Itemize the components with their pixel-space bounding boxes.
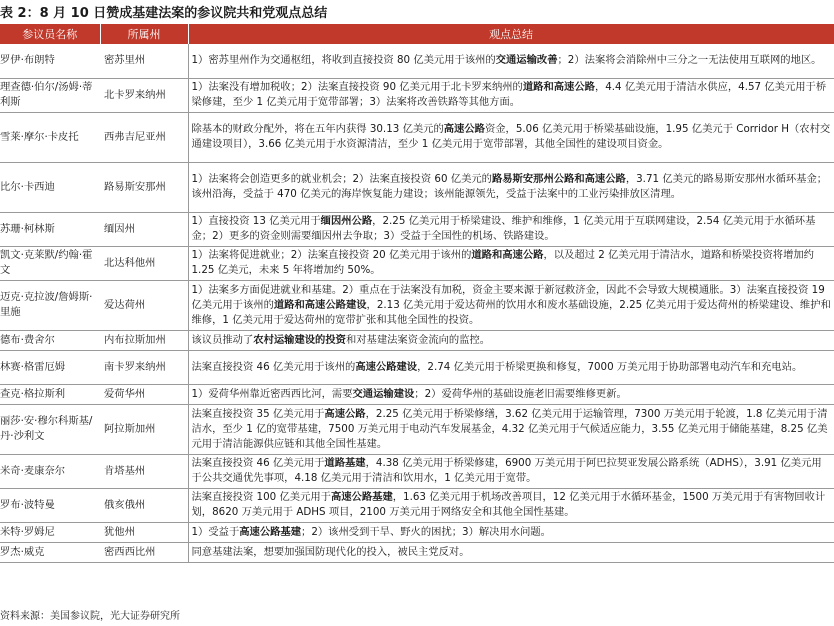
state-name: 肯塔基州	[100, 454, 188, 488]
summary-text: ，2.13 亿美元用于爱达荷州的饮用水和废水基础设施，2.25 亿美元用于爱达荷州的桥梁建设、维护和维修，1 亿美元用于爱达荷州的宽带扩张和其他全国性的投资。	[191, 298, 831, 326]
view-summary	[188, 330, 834, 350]
state-name: 内布拉斯加州	[100, 330, 188, 350]
summary-text: ，1.63 亿美元用于机场改善项目，12 亿美元用于水循环基金，1500 万美元用于有害物回收计划，8620 万美元用于 ADHS 项目，2100 万美元用于网络安全和其他全国性基建。	[191, 491, 826, 518]
highlighted-text: 道路和高速公路建设	[273, 298, 367, 311]
state-name: 北达科他州	[100, 246, 188, 280]
state-name: 北卡罗来纳州	[100, 78, 188, 112]
highlighted-text: 路易斯安那州公路和高速公路	[491, 173, 626, 185]
view-summary	[188, 112, 834, 162]
highlighted-text: 高速公路基建	[330, 491, 393, 503]
summary-text: ，4.4 亿美元用于清洁水供应，4.57 亿美元用于桥梁修建，至少 1 亿美元用于宽带部署；3）法案将改善铁路等其他方面。	[191, 81, 827, 108]
summary-text: ，2.25 亿美元用于桥梁修缮，3.62 亿美元用于运输管理，7300 万美元用于轮渡，1.8 亿美元用于清洁水，至少 1 亿的宽带基建，7500 万美元用于电动汽车发展基金，4.32 亿美元用于气候适应能力，3.55 亿美元用于储能基建，8.25 亿美元用于清洁能源供应链和其他全国性基建。	[191, 407, 828, 450]
table-row	[0, 280, 834, 330]
table-row	[0, 454, 834, 488]
summary-text: ，3.71 亿美元的路易斯安那州水循环基金；该州沿海，受益于 470 亿美元的海岸恢复能力建设；该州能源领先，受益于法案中的工业污染排放区清理。	[191, 173, 828, 200]
state-name: 缅因州	[100, 212, 188, 246]
view-summary	[188, 488, 834, 522]
state-name: 犹他州	[100, 522, 188, 542]
summary-text: ；2）爱荷华州的基础设施老旧需要维修更新。	[414, 387, 627, 400]
view-summary	[188, 542, 834, 562]
table-row	[0, 488, 834, 522]
header-view: 观点总结	[188, 24, 834, 44]
senator-name: 苏珊·柯林斯	[0, 212, 100, 246]
state-name: 路易斯安那州	[100, 162, 188, 212]
view-summary	[188, 78, 834, 112]
senator-name: 理查德·伯尔/汤姆·蒂利斯	[0, 78, 100, 112]
table-row	[0, 384, 834, 404]
senator-views-table	[0, 24, 834, 563]
summary-text: 该议员推动了	[191, 333, 254, 346]
table-row	[0, 78, 834, 112]
view-summary	[188, 350, 834, 384]
summary-text: 1）法案多方面促进就业和基建。2）重点在于法案没有加税，资金主要来源于新冠救济金，因此不会导致大规模通胀。3）法案直接投资 19 亿美元用于该州的	[191, 283, 825, 311]
summary-text: 1）法案没有增加税收；2）法案直接投资 90 亿美元用于北卡罗来纳州的	[191, 81, 523, 93]
summary-text: 和对基建法案资金流向的监控。	[345, 333, 491, 346]
summary-text: 1）爱荷华州靠近密西西比河，需要	[191, 387, 353, 400]
view-summary	[188, 44, 834, 78]
senator-name: 比尔·卡西迪	[0, 162, 100, 212]
view-summary	[188, 454, 834, 488]
table-row	[0, 246, 834, 280]
summary-text: 法案直接投资 35 亿美元用于	[191, 407, 325, 420]
highlighted-text: 道路和高速公路	[471, 249, 544, 261]
senator-name: 米奇·麦康奈尔	[0, 454, 100, 488]
highlighted-text: 交通运输改善	[495, 54, 558, 67]
highlighted-text: 交通运输建设	[352, 387, 415, 400]
header-senator: 参议员名称	[0, 24, 100, 44]
senator-name: 罗布·波特曼	[0, 488, 100, 522]
view-summary	[188, 280, 834, 330]
table-row	[0, 44, 834, 78]
senator-name: 查克·格拉斯利	[0, 384, 100, 404]
summary-text: 法案直接投资 46 亿美元用于	[191, 457, 325, 469]
view-summary	[188, 522, 834, 542]
senator-name: 凯文·克莱默/约翰·霍文	[0, 246, 100, 280]
table-row	[0, 404, 834, 454]
summary-text: 1）法案将会创造更多的就业机会；2）法案直接投资 60 亿美元的	[191, 173, 492, 185]
state-name: 俄亥俄州	[100, 488, 188, 522]
state-name: 密苏里州	[100, 44, 188, 78]
table-row	[0, 330, 834, 350]
state-name: 西弗吉尼亚州	[100, 112, 188, 162]
summary-text: 同意基建法案，想要加强国防现代化的投入，被民主党反对。	[191, 545, 470, 558]
table-row	[0, 112, 834, 162]
table-row	[0, 212, 834, 246]
view-summary	[188, 212, 834, 246]
state-name: 南卡罗来纳州	[100, 350, 188, 384]
summary-text: ；2）法案将会消除州中三分之一无法使用互联网的地区。	[557, 54, 822, 67]
senator-name: 罗伊·布朗特	[0, 44, 100, 78]
senator-name: 德布·费舍尔	[0, 330, 100, 350]
table-title: 表 2：8 月 10 日赞成基建法案的参议院共和党观点总结	[0, 6, 328, 21]
highlighted-text: 高速公路	[324, 407, 366, 420]
table-header-row	[0, 24, 834, 44]
header-state: 所属州	[100, 24, 188, 44]
summary-text: ；2）该州受到干旱、野火的困扰；3）解决用水问题。	[301, 525, 551, 538]
view-summary	[188, 246, 834, 280]
senator-name: 林赛·格雷厄姆	[0, 350, 100, 384]
view-summary	[188, 404, 834, 454]
senator-name: 雪莱·摩尔·卡皮托	[0, 112, 100, 162]
summary-text: ，以及超过 2 亿美元用于清洁水，道路和桥梁投资将增加约 1.25 亿美元，未来 5 年将增加约 50%。	[191, 249, 814, 276]
summary-text: ，2.25 亿美元用于桥梁建设、维护和维修，1 亿美元用于互联网建设，2.54 亿美元用于水循环基金；2）更多的资金则需要缅因州去争取；3）受益于全国性的机场、铁路建设。	[191, 215, 816, 242]
state-name: 密西西比州	[100, 542, 188, 562]
summary-text: 除基本的财政分配外，将在五年内获得 30.13 亿美元的	[191, 123, 444, 135]
summary-text: ，4.38 亿美元用于桥梁修建，6900 万美元用于阿巴拉契亚发展公路系统（ADHS），3.91 亿美元用于公共交通优先事项，4.18 亿美元用于清洁和饮用水，1 亿美元用于宽带。	[191, 457, 822, 484]
summary-text: ，2.74 亿美元用于桥梁更换和修复，7000 万美元用于协助部署电动汽车和充电站。	[417, 360, 803, 373]
source-note: 资料来源：美国参议院，光大证券研究所	[0, 611, 180, 622]
highlighted-text: 高速公路建设	[355, 360, 418, 373]
summary-text: 1）受益于	[191, 525, 240, 538]
senator-name: 丽莎·安·穆尔科斯基/丹·沙利文	[0, 404, 100, 454]
table-row	[0, 542, 834, 562]
summary-text: 法案直接投资 100 亿美元用于	[191, 491, 331, 503]
senator-name: 迈克·克拉波/詹姆斯·里施	[0, 280, 100, 330]
senator-name: 罗杰·威克	[0, 542, 100, 562]
highlighted-text: 高速公路基建	[239, 525, 302, 538]
state-name: 爱达荷州	[100, 280, 188, 330]
view-summary	[188, 162, 834, 212]
table-row	[0, 350, 834, 384]
summary-text: 1）密苏里州作为交通枢纽，将收到直接投资 80 亿美元用于该州的	[191, 54, 496, 67]
highlighted-text: 农村运输建设的投资	[253, 333, 346, 346]
highlighted-text: 道路基建	[324, 457, 366, 469]
table-row	[0, 522, 834, 542]
state-name: 阿拉斯加州	[100, 404, 188, 454]
table-row	[0, 162, 834, 212]
summary-text: 资金，5.06 亿美元用于桥梁基础设施，1.95 亿美元于 Corridor H（农村交通建设项目），3.66 亿美元用于水资源清洁，至少 1 亿美元用于宽带部署，其他全国性的建设项目资金。	[191, 123, 831, 150]
highlighted-text: 道路和高速公路	[522, 81, 595, 93]
highlighted-text: 高速公路	[443, 123, 485, 135]
summary-text: 法案直接投资 46 亿美元用于该州的	[191, 360, 356, 373]
summary-text: 1）法案将促进就业；2）法案直接投资 20 亿美元用于该州的	[191, 249, 472, 261]
summary-text: 1）直接投资 13 亿美元用于	[191, 215, 321, 227]
senator-name: 米特·罗姆尼	[0, 522, 100, 542]
view-summary	[188, 384, 834, 404]
state-name: 爱荷华州	[100, 384, 188, 404]
highlighted-text: 缅因州公路	[320, 215, 373, 227]
